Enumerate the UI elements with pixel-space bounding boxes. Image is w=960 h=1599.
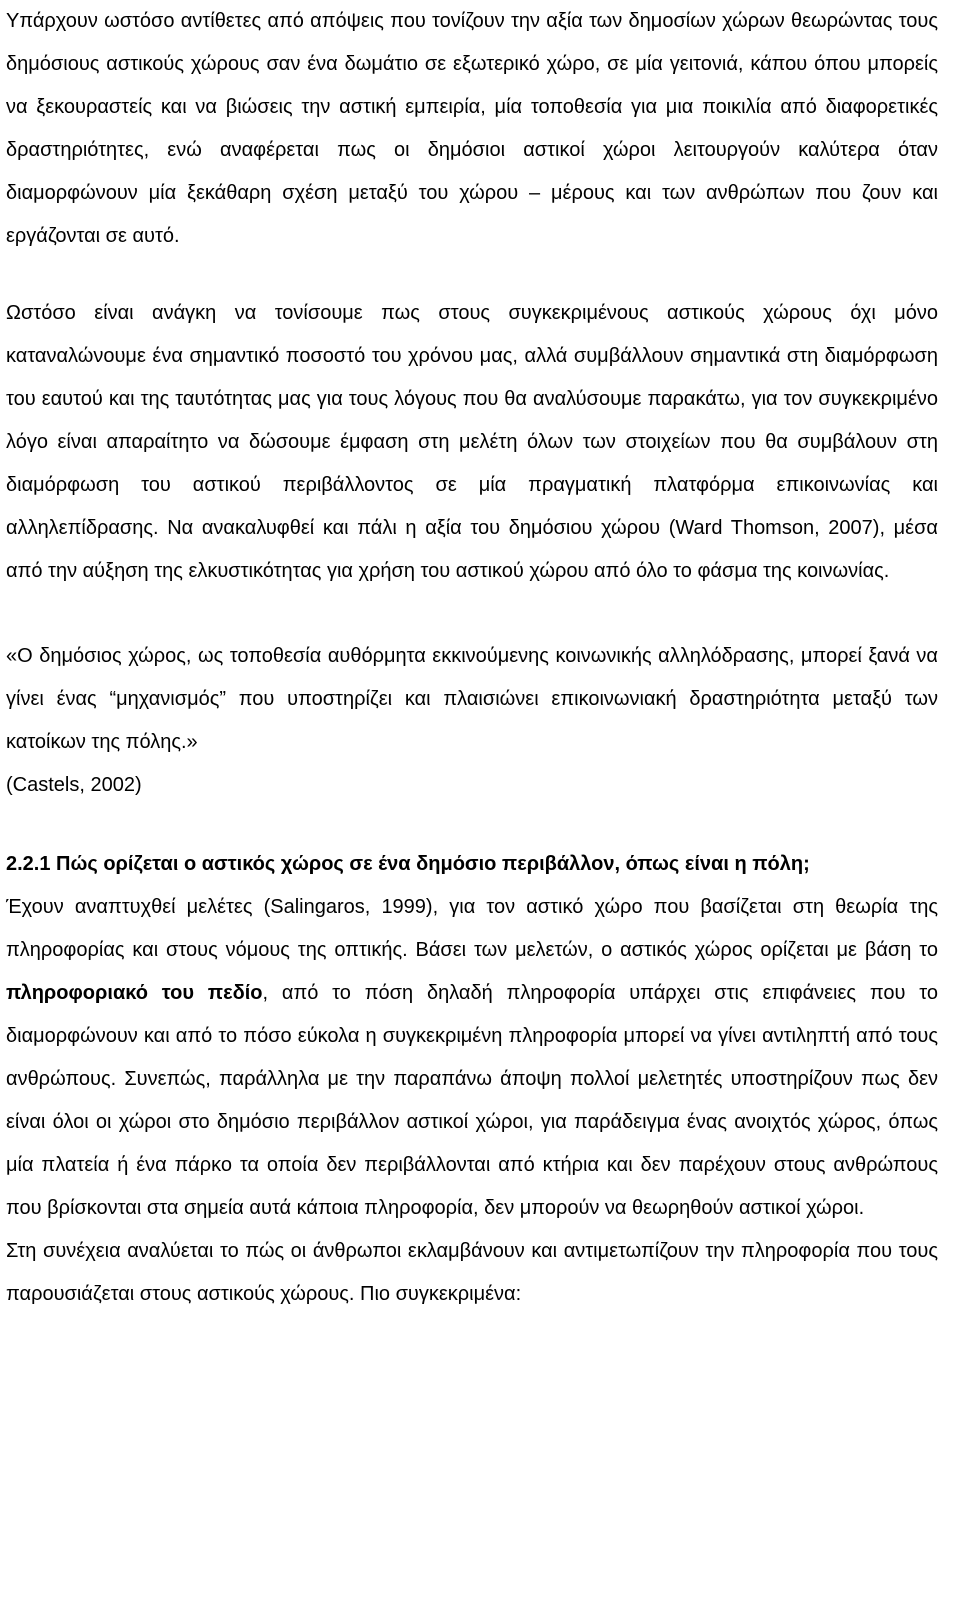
paragraph-perception-intro: Στη συνέχεια αναλύεται το πώς οι άνθρωποι εκλαμβάνουν και αντιμετωπίζουν την πληροφορία που τους παρουσιάζεται στους αστικούς χώρους. Πιο συγκεκριμένα:: [6, 1240, 938, 1305]
section-heading: 2.2.1 Πώς ορίζεται ο αστικός χώρος σε ένα δημόσιο περιβάλλον, όπως είναι η πόλη;: [6, 853, 810, 875]
document-page: [6, 0, 938, 1316]
quote-text: «Ο δημόσιος χώρος, ως τοποθεσία αυθόρμητα εκκινούμενης κοινωνικής αλληλόδρασης, μπορεί ξανά να γίνει ένας “μηχανισμός” που υποστηρίζει και πλαισιώνει επικοινωνιακή δραστηριότητα μεταξύ των κατοίκων της πόλης.»: [6, 645, 938, 753]
paragraph-urban-spaces-identity: Ωστόσο είναι ανάγκη να τονίσουμε πως στους συγκεκριμένους αστικούς χώρους όχι μόνο καταναλώνουμε ένα σημαντικό ποσοστό του χρόνου μας, αλλά συμβάλλουν σημαντικά στη διαμόρφωση του εαυτού και της ταυτότητας μας για τους λόγους που θα αναλύσουμε παρακάτω, για τον συγκεκριμένο λόγο είναι απαραίτητο να δώσουμε έμφαση στη μελέτη όλων των στοιχείων που θα συμβάλουν στη διαμόρφωση του αστικού περιβάλλοντος σε μία πραγματική πλατφόρμα επικοινωνίας και αλληλεπίδρασης. Να ανακαλυφθεί και πάλι η αξία του δημόσιου χώρου (Ward Thomson, 2007), μέσα από την αύξηση της ελκυστικότητας για χρήση του αστικού χώρου από όλο το φάσμα της κοινωνίας.: [6, 302, 938, 582]
paragraph-information-field-part2: , από το πόση δηλαδή πληροφορία υπάρχει στις επιφάνειες που το διαμορφώνουν και από το πόσο εύκολα η συγκεκριμένη πληροφορία μπορεί να γίνει αντιληπτή από τους ανθρώπους. Συνεπώς, παράλληλα με την παραπάνω άποψη πολλοί μελετητές υποστηρίζουν πως δεν είναι όλοι οι χώροι στο δημόσιο περιβάλλον αστικοί χώροι, για παράδειγμα ένας ανοιχτός χώρος, όπως μία πλατεία ή ένα πάρκο τα οποία δεν περιβάλλονται από κτήρια και δεν παρέχουν στους ανθρώπους που βρίσκονται στα σημεία αυτά κάποια πληροφορία, δεν μπορούν να θεωρηθούν αστικοί χώροι.: [6, 982, 938, 1219]
quote-block: [6, 635, 938, 807]
bold-term-information-field: πληροφοριακό του πεδίο: [6, 982, 263, 1004]
paragraph-information-field-part1: Έχουν αναπτυχθεί μελέτες (Salingaros, 1999), για τον αστικό χώρο που βασίζεται στη θεωρία της πληροφορίας και στους νόμους της οπτικής. Βάσει των μελετών, ο αστικός χώρος ορίζεται με βάση το: [6, 896, 938, 961]
paragraph-public-spaces-value: Υπάρχουν ωστόσο αντίθετες από απόψεις που τονίζουν την αξία των δημοσίων χώρων θεωρώντας τους δημόσιους αστικούς χώρους σαν ένα δωμάτιο σε εξωτερικό χώρο, σε μία γειτονιά, κάπου όπου μπορείς να ξεκουραστείς και να βιώσεις την αστική εμπειρία, μία τοποθεσία για μια ποικιλία από διαφορετικές δραστηριότητες, ενώ αναφέρεται πως οι δημόσιοι αστικοί χώροι λειτουργούν καλύτερα όταν διαμορφώνουν μία ξεκάθαρη σχέση μεταξύ του χώρου – μέρους και των ανθρώπων που ζουν και εργάζονται σε αυτό.: [6, 10, 938, 247]
paragraph-information-field: [6, 886, 938, 1230]
quote-citation: (Castels, 2002): [6, 774, 142, 796]
